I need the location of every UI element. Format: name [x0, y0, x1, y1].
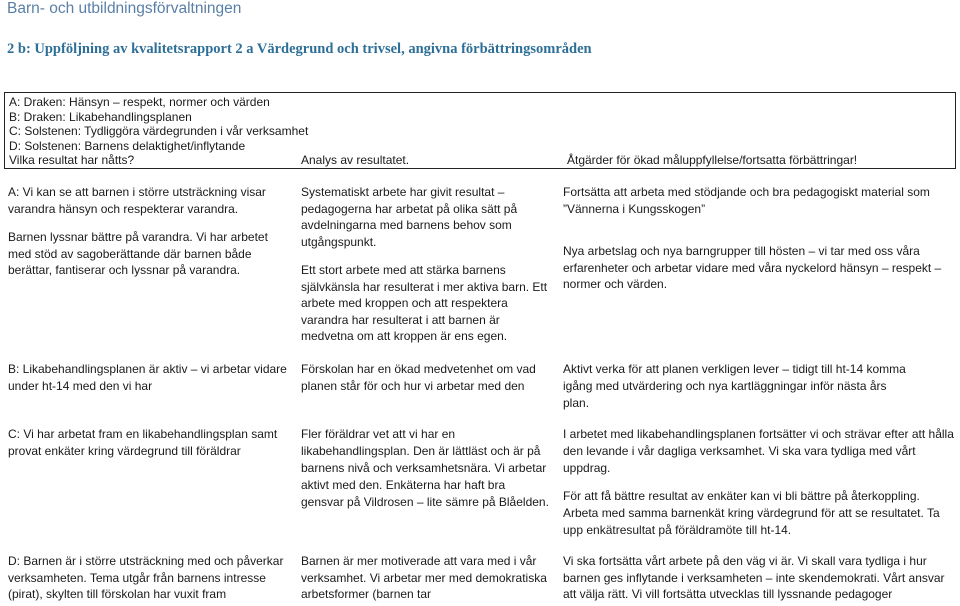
row-c-analysis: Fler föräldrar vet att vi har en likabehandlingsplan. Den är lättläst och är på barnens nivå och verksamhetsnära. Vi arbetar aktivt med den. Enkäterna har haft bra gensvar på Vildrosen – lite sämre på Blåelden.: [301, 427, 549, 509]
row-a-analysis-p1: Systematiskt arbete har givit resultat – pedagogerna har arbetat på olika sätt på avdelningarna med barnens behov som utgångspunkt.: [301, 185, 518, 249]
row-a-actions-p1: Fortsätta att arbeta med stödjande och bra pedagogiskt material som ”Vännerna i Kungsskogen”: [563, 185, 930, 216]
row-d-analysis: Barnen är mer motiverade att vara med i vår verksamhet. Vi arbetar mer med demokratiska arbetsformer (barnen tar: [301, 554, 547, 601]
row-a-actions: [563, 184, 956, 293]
area-c: C: Solstenen: Tydliggöra värdegrunden i vår verksamhet: [9, 124, 309, 139]
row-a-results: [8, 184, 294, 279]
row-a-actions-p2: Nya arbetslag och nya barngrupper till hösten – vi tar med oss våra erfarenheter och arbetar vidare med våra nyckelord hänsyn – respekt – normer och värden.: [563, 244, 942, 291]
page-subtitle: 2 b: Uppföljning av kvalitetsrapport 2 a Värdegrund och trivsel, angivna förbättringsområden: [7, 41, 592, 57]
area-d: D: Solstenen: Barnens delaktighet/inflytande: [9, 138, 246, 153]
row-a-results-p2: Barnen lyssnar bättre på varandra. Vi har arbetet med stöd av sagoberättande där barnen både berättar, fantiserar och lyssnar på varandra.: [8, 230, 268, 277]
row-b-analysis: Förskolan har en ökad medvetenhet om vad planen står för och hur vi arbetar med den: [301, 362, 536, 393]
column-heading-results: Vilka resultat har nåtts?: [9, 153, 135, 168]
column-heading-actions: Åtgärder för ökad måluppfyllelse/fortsatta förbättringar!: [567, 153, 858, 168]
row-d-results: D: Barnen är i större utsträckning med och påverkar verksamheten. Tema utgår från barnens intresse (pirat), skylten till förskolan har vuxit fram: [8, 554, 284, 601]
areas-box: [4, 92, 956, 169]
area-b: B: Draken: Likabehandlingsplanen: [9, 109, 192, 124]
row-a-analysis: [301, 184, 551, 345]
row-c-actions-p1: I arbetet med likabehandlingsplanen fortsätter vi och strävar efter att hålla den levande i vår dagliga verksamhet. Vi ska vara tydliga med vårt uppdrag.: [563, 427, 954, 475]
area-a: A: Draken: Hänsyn – respekt, normer och värden: [9, 95, 270, 109]
row-a-analysis-p2: Ett stort arbete med att stärka barnens självkänsla har resulterat i mer aktiva barn. Ett arbete med kroppen och att respektera varandra har resulterat i att barnen är medvetna om att kroppen är ens egen.: [301, 263, 548, 343]
row-c-actions: [563, 426, 956, 539]
page-header-title: Barn- och utbildningsförvaltningen: [7, 0, 242, 17]
row-b-actions: Aktivt verka för att planen verkligen lever – tidigt till ht-14 komma igång med utvärdering och nya kartläggningar inför nästa års plan.: [563, 362, 906, 410]
column-headings: [9, 153, 951, 168]
column-heading-analysis: Analys av resultatet.: [301, 153, 410, 168]
row-a-results-p1: A: Vi kan se att barnen i större utsträckning visar varandra hänsyn och respekterar varandra.: [8, 185, 266, 216]
row-c-results: C: Vi har arbetat fram en likabehandlingsplan samt provat enkäter kring värdegrund till föräldrar: [8, 427, 278, 458]
row-b-results: B: Likabehandlingsplanen är aktiv – vi arbetar vidare under ht-14 med den vi har: [8, 362, 287, 393]
row-c-actions-p2: För att få bättre resultat av enkäter kan vi bli bättre på återkoppling. Arbeta med samma barnenkät kring värdegrund för att se resultatet. Ta upp enkätresultat på föräldramöte till ht-14.: [563, 489, 940, 537]
row-d-actions: Vi ska fortsätta vårt arbete på den väg vi är. Vi skall vara tydliga i hur barnen ges inflytande i verksamheten – inte skendemokrati. Vårt ansvar att välja rätt. Vi vill fortsätta utvecklas till lyssnande pedagoger: [563, 554, 945, 601]
